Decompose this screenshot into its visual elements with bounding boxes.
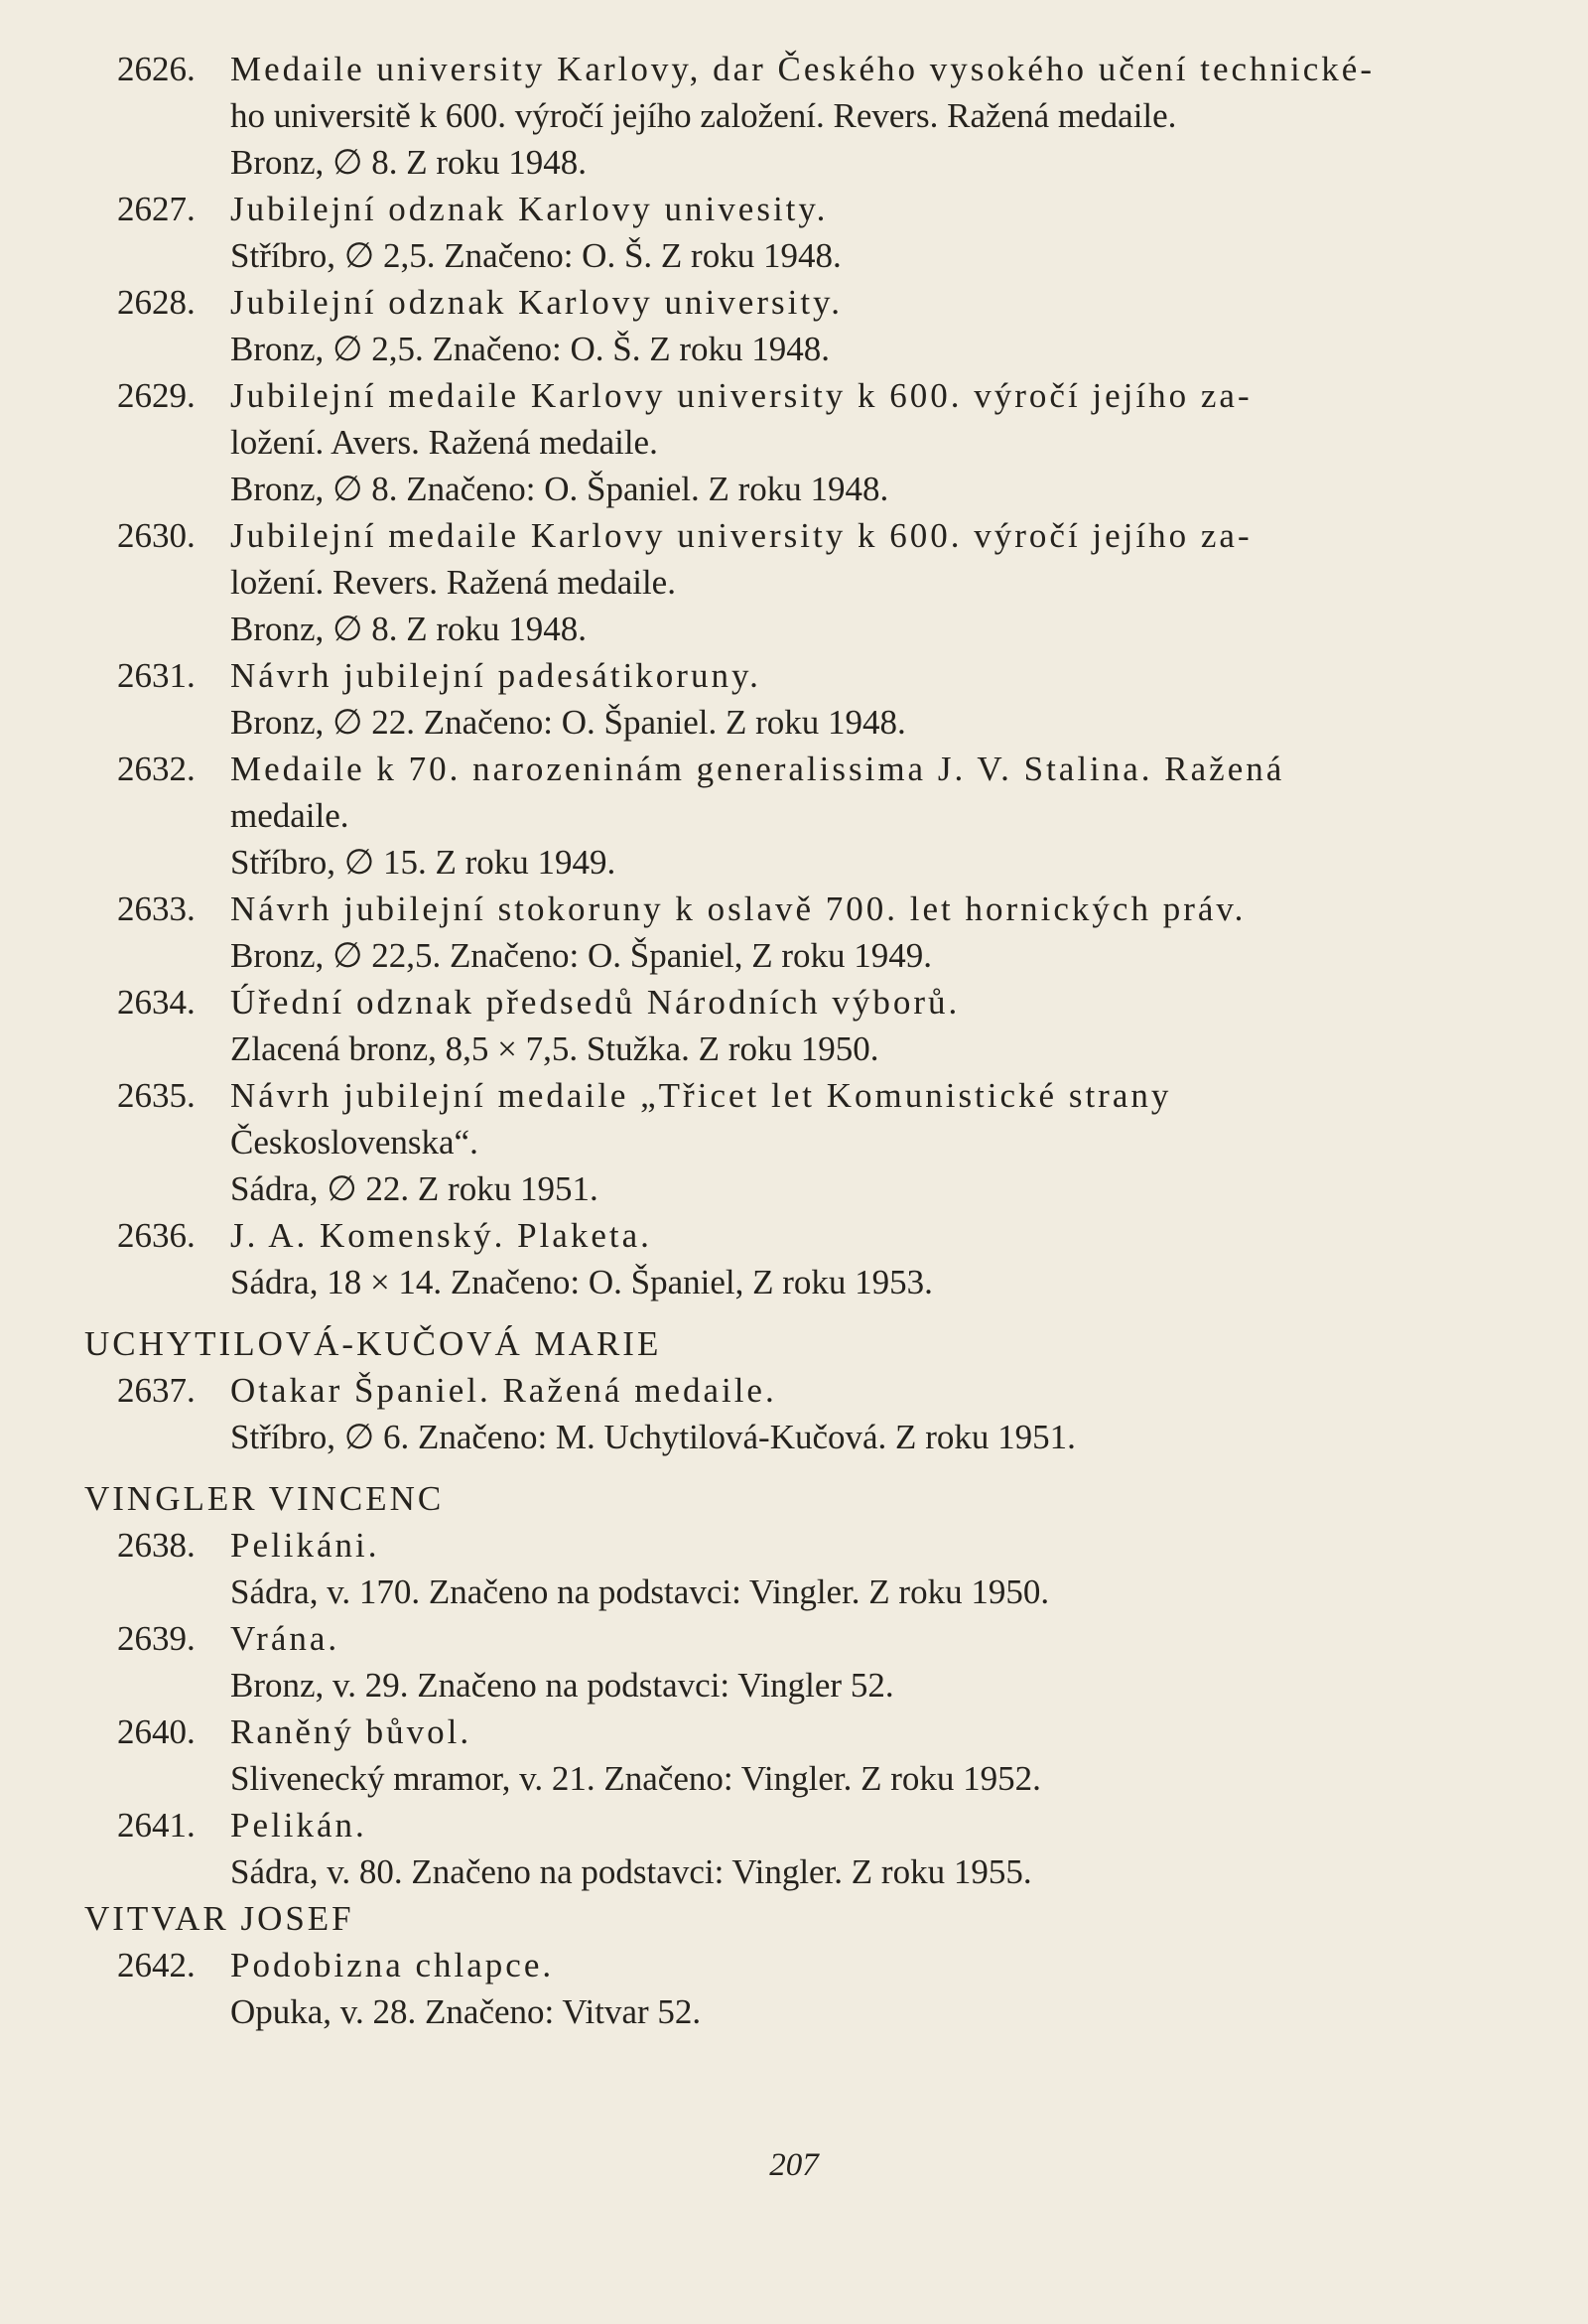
entry-title: Návrh jubilejní padesátikoruny.	[230, 656, 761, 695]
catalog-entry	[0, 1212, 1588, 1259]
entry-number: 2631.	[117, 656, 196, 695]
entry-detail-line	[0, 1662, 1588, 1709]
entry-detail-text: Bronz, ∅ 22,5. Značeno: O. Španiel, Z roku 1949.	[230, 936, 933, 975]
entry-number: 2636.	[117, 1216, 196, 1255]
entry-detail-text: Sádra, ∅ 22. Z roku 1951.	[230, 1169, 598, 1208]
entry-detail-text: Stříbro, ∅ 15. Z roku 1949.	[230, 843, 616, 882]
entry-number: 2634.	[117, 983, 196, 1022]
catalog-entry	[0, 1709, 1588, 1755]
entry-number: 2639.	[117, 1619, 196, 1658]
entry-number: 2642.	[117, 1946, 196, 1984]
entry-detail-line	[0, 232, 1588, 279]
entry-detail-line	[0, 606, 1588, 652]
entry-number: 2633.	[117, 889, 196, 928]
catalog-entry	[0, 512, 1588, 559]
entry-detail-line	[0, 932, 1588, 979]
entry-detail-line	[0, 466, 1588, 512]
artist-heading: UCHYTILOVÁ-KUČOVÁ MARIE	[84, 1324, 662, 1363]
entry-detail-text: Bronz, ∅ 8. Z roku 1948.	[230, 610, 588, 648]
entry-detail-line	[0, 1755, 1588, 1802]
entry-detail-line	[0, 792, 1588, 839]
entry-detail-line	[0, 1848, 1588, 1895]
entry-detail-line	[0, 1988, 1588, 2035]
entry-number: 2628.	[117, 283, 196, 322]
entry-detail-text: Sádra, v. 170. Značeno na podstavci: Vingler. Z roku 1950.	[230, 1572, 1050, 1611]
entry-title: Podobizna chlapce.	[230, 1946, 555, 1984]
entry-detail-line	[0, 419, 1588, 466]
entry-detail-text: ložení. Avers. Ražená medaile.	[230, 423, 658, 462]
catalog-entry	[0, 186, 1588, 232]
entry-detail-line	[0, 1119, 1588, 1165]
entry-number: 2638.	[117, 1526, 196, 1565]
entry-number: 2630.	[117, 516, 196, 555]
entry-detail-text: Stříbro, ∅ 2,5. Značeno: O. Š. Z roku 1948.	[230, 236, 842, 275]
entry-title: Otakar Španiel. Ražená medaile.	[230, 1371, 777, 1410]
artist-heading: VITVAR JOSEF	[84, 1899, 354, 1938]
catalog-entry	[0, 1802, 1588, 1848]
catalog-entry	[0, 46, 1588, 92]
catalog-entry	[0, 1367, 1588, 1414]
entry-title: Pelikáni.	[230, 1526, 380, 1565]
entry-detail-line	[0, 559, 1588, 606]
entry-detail-text: medaile.	[230, 796, 349, 835]
entry-number: 2629.	[117, 376, 196, 415]
entry-detail-text: ložení. Revers. Ražená medaile.	[230, 563, 676, 602]
catalog-entry	[0, 1072, 1588, 1119]
entry-number: 2627.	[117, 190, 196, 228]
entry-title: Návrh jubilejní medaile „Třicet let Komunistické strany	[230, 1076, 1172, 1115]
entry-detail-line	[0, 1569, 1588, 1615]
catalog-entry	[0, 1942, 1588, 1988]
entries-uchytilova	[0, 1367, 1588, 1460]
entry-detail-line	[0, 1025, 1588, 1072]
entry-detail-text: Bronz, ∅ 22. Značeno: O. Španiel. Z roku 1948.	[230, 703, 906, 742]
catalog-entry	[0, 979, 1588, 1025]
entry-detail-line	[0, 326, 1588, 372]
entry-title: Jubilejní medaile Karlovy university k 600. výročí jejího za-	[230, 376, 1253, 415]
catalog-entry	[0, 652, 1588, 699]
entry-title: Medaile university Karlovy, dar Českého vysokého učení technické-	[230, 50, 1375, 88]
entry-title: Pelikán.	[230, 1806, 367, 1845]
entry-number: 2626.	[117, 50, 196, 88]
entry-detail-line	[0, 1414, 1588, 1460]
entry-number: 2635.	[117, 1076, 196, 1115]
entry-title: Medaile k 70. narozeninám generalissima J. V. Stalina. Ražená	[230, 750, 1285, 788]
catalog-entry	[0, 279, 1588, 326]
entries-continued	[0, 46, 1588, 1305]
section-heading-uchytilova	[0, 1320, 1588, 1367]
entry-title: Úřední odznak předsedů Národních výborů.	[230, 983, 961, 1022]
catalog-entry	[0, 886, 1588, 932]
entry-title: Raněný bůvol.	[230, 1712, 472, 1751]
entry-detail-text: Stříbro, ∅ 6. Značeno: M. Uchytilová-Kučová. Z roku 1951.	[230, 1418, 1076, 1456]
section-heading-vingler	[0, 1475, 1588, 1522]
entry-detail-text: ho universitě k 600. výročí jejího založení. Revers. Ražená medaile.	[230, 96, 1177, 135]
entry-detail-line	[0, 839, 1588, 886]
entry-detail-line	[0, 1259, 1588, 1305]
entry-detail-text: Bronz, ∅ 8. Z roku 1948.	[230, 143, 588, 182]
entry-title: Vrána.	[230, 1619, 340, 1658]
catalog-entry	[0, 372, 1588, 419]
entry-detail-line	[0, 92, 1588, 139]
entry-title: Jubilejní odznak Karlovy univesity.	[230, 190, 829, 228]
section-heading-vitvar	[0, 1895, 1588, 1942]
entry-detail-text: Bronz, v. 29. Značeno na podstavci: Vingler 52.	[230, 1666, 894, 1705]
entry-detail-text: Opuka, v. 28. Značeno: Vitvar 52.	[230, 1992, 702, 2031]
page-number: 207	[769, 2147, 819, 2183]
entry-detail-text: Zlacená bronz, 8,5 × 7,5. Stužka. Z roku 1950.	[230, 1029, 879, 1068]
entry-title: Jubilejní odznak Karlovy university.	[230, 283, 844, 322]
entry-title: J. A. Komenský. Plaketa.	[230, 1216, 652, 1255]
entries-vingler	[0, 1522, 1588, 1895]
entry-detail-text: Slivenecký mramor, v. 21. Značeno: Vingler. Z roku 1952.	[230, 1759, 1041, 1798]
entry-detail-line	[0, 139, 1588, 186]
entry-number: 2641.	[117, 1806, 196, 1845]
entry-detail-text: Bronz, ∅ 2,5. Značeno: O. Š. Z roku 1948.	[230, 330, 831, 368]
entry-title: Návrh jubilejní stokoruny k oslavě 700. let hornických práv.	[230, 889, 1247, 928]
entry-detail-text: Sádra, 18 × 14. Značeno: O. Španiel, Z roku 1953.	[230, 1263, 933, 1301]
catalog-entry	[0, 1522, 1588, 1569]
catalog-entry	[0, 746, 1588, 792]
entry-number: 2637.	[117, 1371, 196, 1410]
entry-detail-text: Bronz, ∅ 8. Značeno: O. Španiel. Z roku 1948.	[230, 470, 889, 508]
entry-detail-text: Československa“.	[230, 1123, 478, 1162]
entry-title: Jubilejní medaile Karlovy university k 600. výročí jejího za-	[230, 516, 1253, 555]
entries-vitvar	[0, 1942, 1588, 2035]
entry-detail-line	[0, 699, 1588, 746]
entry-number: 2640.	[117, 1712, 196, 1751]
entry-detail-line	[0, 1165, 1588, 1212]
artist-heading: VINGLER VINCENC	[84, 1479, 445, 1518]
catalog-entry	[0, 1615, 1588, 1662]
entry-detail-text: Sádra, v. 80. Značeno na podstavci: Vingler. Z roku 1955.	[230, 1852, 1032, 1891]
entry-number: 2632.	[117, 750, 196, 788]
